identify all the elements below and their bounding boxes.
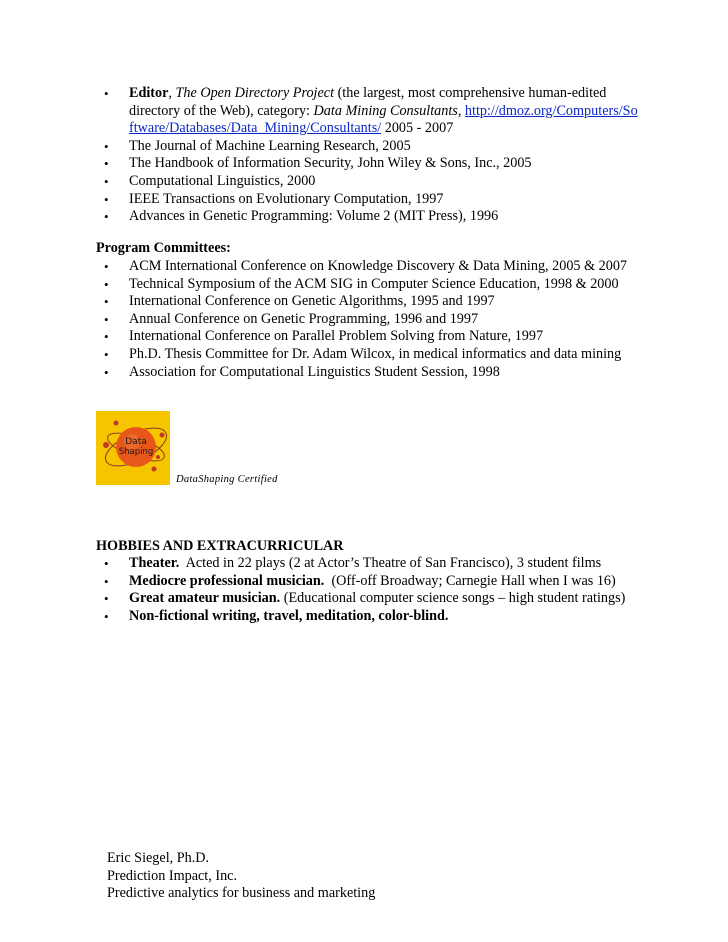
list-item-text: Annual Conference on Genetic Programming, 1996 and 1997 (129, 310, 479, 327)
bullet: • (104, 311, 109, 327)
hobby-title: Non-fictional writing, travel, meditation, color-blind. (129, 607, 449, 624)
editorial-list (0, 85, 728, 226)
bullet: • (104, 259, 109, 274)
separator: , (457, 102, 465, 119)
list-item (0, 328, 728, 346)
datashaping-logo (96, 411, 170, 485)
bullet: • (104, 276, 109, 292)
bullet: • (104, 608, 109, 624)
hobbies-list (0, 555, 728, 625)
project-name: The Open Directory Project (175, 85, 335, 101)
list-item-text: Technical Symposium of the ACM SIG in Computer Science Education, 1998 & 2000 (129, 275, 619, 292)
hobby-title: Theater. (129, 555, 180, 571)
logo-caption: DataShaping Certified (176, 474, 278, 485)
list-item (0, 364, 728, 382)
bullet: • (104, 191, 109, 207)
list-item (0, 293, 728, 311)
list-item-text: Association for Computational Linguistics Student Session, 1998 (129, 363, 500, 380)
bullet: • (104, 329, 109, 345)
list-item (0, 191, 728, 209)
footer-name: Eric Siegel, Ph.D. (107, 850, 210, 866)
list-item (0, 85, 728, 138)
bullet: • (104, 173, 109, 189)
list-item (0, 346, 728, 364)
list-item (0, 258, 728, 276)
hobbies-heading: HOBBIES AND EXTRACURRICULAR (96, 538, 344, 554)
hobby-title: Great amateur musician. (129, 590, 281, 607)
separator: , (168, 85, 176, 101)
list-item (0, 155, 728, 173)
list-item (0, 608, 728, 626)
category-name: Data Mining Consultants (313, 102, 458, 119)
bullet: • (104, 209, 109, 225)
list-item-text: ACM International Conference on Knowledge Discovery & Data Mining, 2005 & 2007 (129, 258, 628, 274)
bullet: • (104, 294, 109, 310)
logo-text-line2: Shaping (118, 447, 154, 457)
bullet: • (104, 156, 109, 172)
list-item-text: Advances in Genetic Programming: Volume 2 (MIT Press), 1996 (129, 208, 499, 225)
datashaping-logo-graphic (96, 411, 170, 485)
list-item (0, 555, 728, 573)
list-item (0, 173, 728, 191)
list-item-text: International Conference on Parallel Problem Solving from Nature, 1997 (129, 328, 544, 345)
list-item (0, 590, 728, 608)
committees-list (0, 258, 728, 381)
editor-description: (the largest, most comprehensive human-edited directory of the Web), category: (129, 85, 607, 119)
footer-tagline: Predictive analytics for business and marketing (107, 885, 376, 901)
bullet: • (104, 346, 109, 362)
editor-years: 2005 - 2007 (381, 120, 454, 137)
editor-entry (129, 85, 639, 138)
list-item-text: The Handbook of Information Security, John Wiley & Sons, Inc., 2005 (129, 155, 532, 172)
list-item (0, 208, 728, 226)
hobby-description: (Educational computer science songs – high student ratings) (280, 590, 626, 607)
list-item (0, 138, 728, 156)
logo-text-line1: Data (125, 437, 147, 447)
hobby-description: Acted in 22 plays (2 at Actor’s Theatre of San Francisco), 3 student films (179, 555, 602, 571)
list-item (0, 276, 728, 294)
list-item-text: IEEE Transactions on Evolutionary Computation, 1997 (129, 190, 444, 207)
dmoz-link[interactable]: http://dmoz.org/Computers/Software/Databases/Data_Mining/Consultants/ (129, 102, 638, 137)
list-item (0, 311, 728, 329)
program-committees-heading: Program Committees: (96, 240, 231, 256)
bullet: • (104, 556, 109, 571)
hobby-title: Mediocre professional musician. (129, 572, 325, 589)
list-item-text: Ph.D. Thesis Committee for Dr. Adam Wilcox, in medical informatics and data mining (129, 345, 622, 362)
list-item-text: The Journal of Machine Learning Research, 2005 (129, 137, 411, 154)
bullet: • (104, 573, 109, 589)
editor-label: Editor (129, 85, 169, 101)
bullet: • (104, 364, 109, 380)
footer (107, 850, 375, 903)
hobby-description: (Off-off Broadway; Carnegie Hall when I was 16) (324, 572, 616, 589)
footer-company: Prediction Impact, Inc. (107, 867, 238, 884)
bullet: • (104, 591, 109, 607)
list-item (0, 573, 728, 591)
list-item-text: Computational Linguistics, 2000 (129, 172, 316, 189)
bullet: • (104, 138, 109, 154)
bullet: • (104, 86, 109, 101)
list-item-text: International Conference on Genetic Algorithms, 1995 and 1997 (129, 293, 495, 310)
